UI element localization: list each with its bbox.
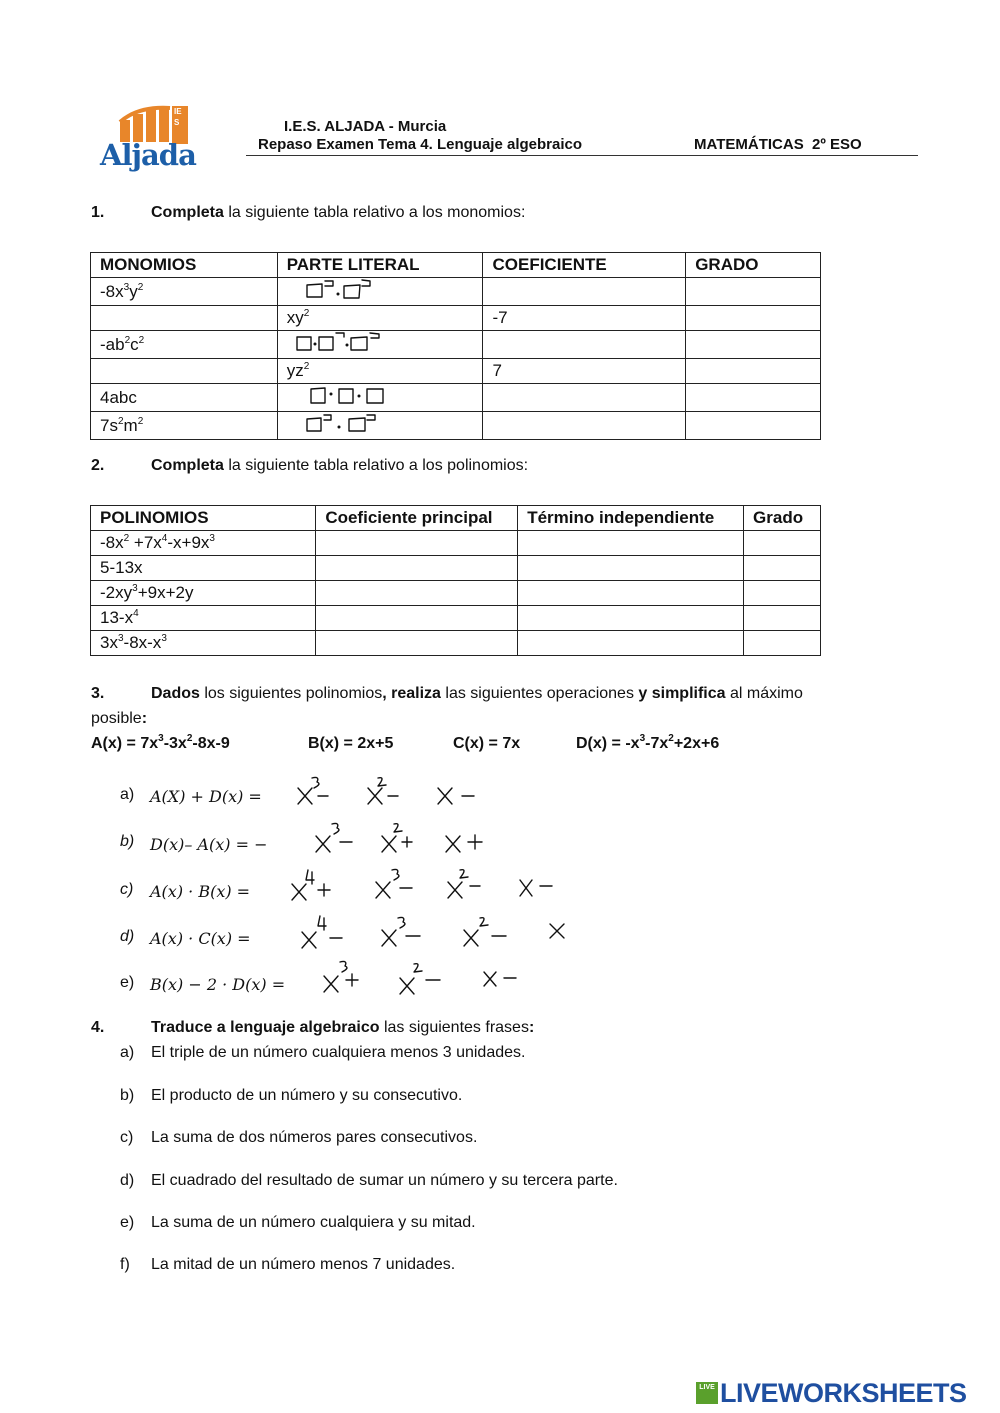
table-row: [91, 384, 821, 412]
item-label: c): [120, 1129, 134, 1146]
col-header: POLINOMIOS: [91, 506, 316, 531]
literal-cell: $xy^2$: [277, 306, 483, 331]
degree-answer[interactable]: [744, 556, 821, 581]
polynomial-cell: $3x^3-8x-x^3$: [91, 631, 316, 656]
op-d-label: d): [120, 928, 135, 945]
q4-rest: las siguientes frases: [379, 1019, 529, 1036]
col-header: PARTE LITERAL: [277, 253, 483, 278]
item-text: La suma de un número cualquiera y su mitad.: [151, 1214, 476, 1231]
degree-answer[interactable]: [686, 331, 821, 359]
constant-term-answer[interactable]: [518, 531, 744, 556]
q3-bold-3: y simplifica: [638, 685, 726, 702]
op-c-handwritten-answer[interactable]: [284, 864, 564, 906]
monomial-answer[interactable]: [91, 359, 278, 384]
table-row: [91, 631, 821, 656]
poly-B: B(x) = 2x+5: [308, 735, 394, 752]
list-item: [120, 1044, 526, 1062]
subject-label: MATEMÁTICAS 2º ESO: [694, 136, 862, 153]
q1-number: 1.: [91, 204, 105, 221]
coef-answer[interactable]: [483, 412, 686, 440]
col-header: MONOMIOS: [91, 253, 278, 278]
q3-text-2: las siguientes operaciones: [440, 685, 639, 702]
monomial-cell: 4abc: [91, 384, 278, 412]
col-header: Término independiente: [518, 506, 744, 531]
leading-coef-answer[interactable]: [316, 556, 518, 581]
coef-answer[interactable]: [483, 278, 686, 306]
q4-bold: Traduce a lenguaje algebraico: [151, 1019, 380, 1036]
degree-answer[interactable]: [744, 581, 821, 606]
monomial-cell: $-8x^3y^2$: [91, 278, 278, 306]
q2-rest: la siguiente tabla relativo a los polinomios:: [223, 457, 529, 474]
q2-bold: Completa: [151, 457, 224, 474]
item-label: e): [120, 1214, 135, 1231]
q1-prompt: [151, 204, 525, 222]
q3-prompt: [151, 685, 803, 703]
polynomial-cell: 5-13x: [91, 556, 316, 581]
op-a-expr: A(X) + D(x) =: [150, 787, 262, 806]
coef-answer[interactable]: [483, 331, 686, 359]
degree-answer[interactable]: [686, 412, 821, 440]
q3-text-4: posible: [91, 710, 142, 727]
op-b-handwritten-answer[interactable]: [308, 818, 508, 858]
op-b-label: b): [120, 833, 135, 850]
badge-text: LIVE: [699, 1384, 715, 1391]
item-label: f): [120, 1256, 130, 1273]
literal-answer-boxes[interactable]: [277, 278, 483, 306]
table-row: [91, 531, 821, 556]
constant-term-answer[interactable]: [518, 581, 744, 606]
degree-answer[interactable]: [744, 631, 821, 656]
monomial-answer[interactable]: [91, 306, 278, 331]
col-header: COEFICIENTE: [483, 253, 686, 278]
q3-text-3: al máximo: [725, 685, 803, 702]
item-text: La mitad de un número menos 7 unidades.: [151, 1256, 456, 1273]
poly-A: $A(x) = 7x^3-3x^2-8x-9$: [91, 733, 230, 752]
table-row: [91, 306, 821, 331]
q3-colon: :: [141, 710, 148, 727]
q3-text-1: los siguientes polinomios: [199, 685, 383, 702]
op-c-expr: A(x) · B(x) =: [150, 882, 251, 901]
school-name: I.E.S. ALJADA - Murcia: [284, 118, 447, 135]
poly-D: $D(x) = -x^3-7x^2+2x+6$: [576, 733, 720, 752]
school-logo: [100, 100, 200, 175]
q4-colon: :: [528, 1019, 535, 1036]
table-row: [91, 606, 821, 631]
liveworksheets-badge-icon: [696, 1382, 718, 1404]
q1-rest: la siguiente tabla relativo a los monomios:: [223, 204, 526, 221]
list-item: [120, 1256, 456, 1274]
table-row: [91, 331, 821, 359]
degree-answer[interactable]: [686, 384, 821, 412]
col-header: Grado: [744, 506, 821, 531]
op-c-label: c): [120, 881, 134, 898]
polynomial-cell: $-8x^2 +7x^4-x+9x^3$: [91, 531, 316, 556]
literal-answer-boxes[interactable]: [277, 384, 483, 412]
op-d-handwritten-answer[interactable]: [294, 910, 584, 952]
degree-answer[interactable]: [686, 359, 821, 384]
q2-prompt: [151, 457, 528, 475]
degree-answer[interactable]: [686, 278, 821, 306]
op-e-handwritten-answer[interactable]: [316, 956, 536, 998]
list-item: [120, 1172, 618, 1190]
header-rule: [246, 155, 918, 156]
list-item: [120, 1087, 463, 1105]
table-row: [91, 412, 821, 440]
liveworksheets-watermark[interactable]: [696, 1378, 967, 1408]
item-label: b): [120, 1087, 135, 1104]
constant-term-answer[interactable]: [518, 556, 744, 581]
op-e-expr: B(x) − 2 · D(x) =: [150, 975, 286, 994]
q4-prompt: [151, 1019, 534, 1037]
col-header: GRADO: [686, 253, 821, 278]
list-item: [120, 1129, 478, 1147]
monomials-table: [90, 252, 821, 440]
literal-cell: $yz^2$: [277, 359, 483, 384]
constant-term-answer[interactable]: [518, 631, 744, 656]
logo-text: Aljada: [100, 138, 196, 172]
poly-C: C(x) = 7x: [453, 735, 521, 752]
item-text: El triple de un número cualquiera menos 3 unidades.: [151, 1044, 526, 1061]
col-header: Coeficiente principal: [316, 506, 518, 531]
table-row: [91, 359, 821, 384]
degree-answer[interactable]: [744, 531, 821, 556]
q3-bold-1: Dados: [151, 685, 200, 702]
q3-prompt-cont: [91, 710, 147, 728]
monomial-cell: $7s^2m^2$: [91, 412, 278, 440]
leading-coef-answer[interactable]: [316, 531, 518, 556]
item-text: La suma de dos números pares consecutivos.: [151, 1129, 478, 1146]
q3-number: 3.: [91, 685, 105, 702]
op-d-expr: A(x) · C(x) =: [150, 929, 251, 948]
polynomial-cell: $13-x^4$: [91, 606, 316, 631]
degree-answer[interactable]: [744, 606, 821, 631]
table-row: [91, 278, 821, 306]
q3-bold-2: , realiza: [382, 685, 441, 702]
degree-answer[interactable]: [686, 306, 821, 331]
item-label: d): [120, 1172, 135, 1189]
table-row: [91, 581, 821, 606]
op-a-label: a): [120, 786, 135, 803]
coef-cell: 7: [483, 359, 686, 384]
item-label: a): [120, 1044, 135, 1061]
logo-vertical-text: IES: [174, 107, 182, 127]
item-text: El producto de un número y su consecutivo.: [151, 1087, 463, 1104]
op-b-expr: D(x)– A(x) = −: [150, 835, 268, 854]
q1-bold: Completa: [151, 204, 224, 221]
polynomials-table: [90, 505, 821, 656]
item-text: El cuadrado del resultado de sumar un número y su tercera parte.: [151, 1172, 618, 1189]
polynomial-cell: $-2xy^3+9x+2y$: [91, 581, 316, 606]
leading-coef-answer[interactable]: [316, 606, 518, 631]
leading-coef-answer[interactable]: [316, 581, 518, 606]
literal-answer-boxes[interactable]: [277, 331, 483, 359]
monomial-cell: $-ab^2c^2$: [91, 331, 278, 359]
leading-coef-answer[interactable]: [316, 631, 518, 656]
q2-number: 2.: [91, 457, 105, 474]
coef-answer[interactable]: [483, 384, 686, 412]
q4-number: 4.: [91, 1019, 105, 1036]
constant-term-answer[interactable]: [518, 606, 744, 631]
literal-answer-boxes[interactable]: [277, 412, 483, 440]
coef-cell: -7: [483, 306, 686, 331]
op-a-handwritten-answer[interactable]: [290, 772, 490, 812]
table-row: [91, 556, 821, 581]
exam-subtitle: Repaso Examen Tema 4. Lenguaje algebraico: [258, 136, 583, 153]
list-item: [120, 1214, 476, 1232]
watermark-text: LIVEWORKSHEETS: [720, 1377, 967, 1408]
op-e-label: e): [120, 974, 135, 991]
